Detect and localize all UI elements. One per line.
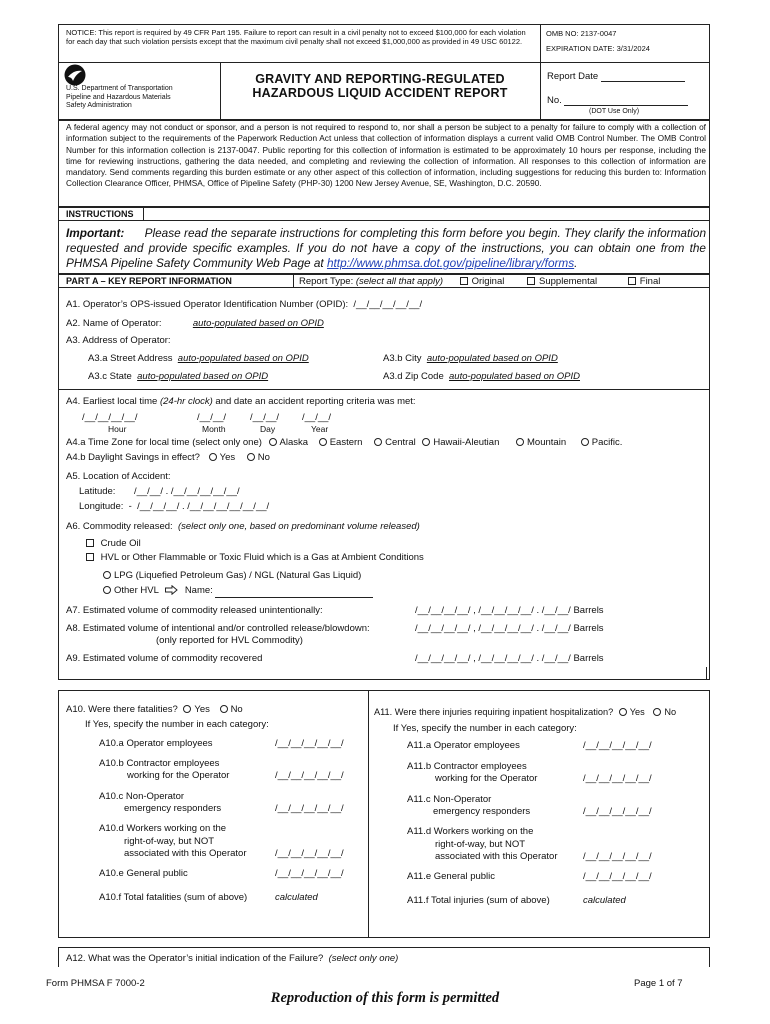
lpg-ngl-radio[interactable] <box>103 571 111 579</box>
report-no-row: No. <box>547 95 688 106</box>
agency-line-3: Safety Administration <box>66 102 132 109</box>
a8-sub: (only reported for HVL Commodity) <box>156 635 303 646</box>
notice-text: NOTICE: This report is required by 49 CFR Part 195. Failure to report can result in a civil penalty not to exceed $100,000 for each violation for each day that such violation persists except that the maximum civil penalty shall not exceed $1,000,000 as provided in 49 USC 60122. <box>66 28 526 46</box>
arrow-right-icon <box>165 585 178 598</box>
year-field[interactable]: /__/__/ <box>302 412 332 423</box>
a3b-row: A3.b City auto-populated based on OPID <box>383 353 558 364</box>
a11f-calculated: calculated <box>583 895 626 906</box>
latitude-field[interactable]: /__/__/ . /__/__/__/__/__/ <box>133 486 240 497</box>
a10d-label: A10.d Workers working on the <box>99 823 227 834</box>
dst-yes-radio[interactable] <box>209 453 217 461</box>
instructions-heading: INSTRUCTIONS <box>66 208 134 219</box>
part-a-heading: PART A – KEY REPORT INFORMATION <box>66 276 232 286</box>
a11a-label: A11.a Operator employees <box>407 740 520 751</box>
injuries-yes-radio[interactable] <box>619 708 627 716</box>
opid-field[interactable]: /__/__/__/__/__/ <box>353 299 423 310</box>
a3c-row: A3.c State auto-populated based on OPID <box>88 371 269 382</box>
a10-ifyes: If Yes, specify the number in each category: <box>85 719 269 730</box>
a4-row: A4. Earliest local time (24-hr clock) and date an accident reporting criteria was met: <box>66 396 416 407</box>
form-number: Form PHMSA F 7000-2 <box>46 978 145 989</box>
tz-pacific-radio[interactable] <box>581 438 589 446</box>
agency-line-2: Pipeline and Hazardous Materials <box>66 93 171 101</box>
a8-row: A8. Estimated volume of intentional and/or controlled release/blowdown: <box>66 623 370 634</box>
a10b-label-2: working for the Operator <box>127 770 230 781</box>
a9-row: A9. Estimated volume of commodity recovered <box>66 653 263 664</box>
original-checkbox[interactable] <box>460 277 468 285</box>
fatalities-yes-radio[interactable] <box>183 705 191 713</box>
a10e-label: A10.e General public <box>99 868 188 879</box>
a4a-row: A4.a Time Zone for local time (select only one) Alaska Eastern Central Hawaii-Aleutian Mountain Pacific. <box>66 437 623 448</box>
month-label: Month <box>202 424 226 434</box>
hour-label: Hour <box>108 424 127 434</box>
agency-line-1: U.S. Department of Transportation <box>66 85 173 92</box>
a6-row: A6. Commodity released: (select only one, based on predominant volume released) <box>66 521 420 532</box>
lpg-ngl-option: LPG (Liquefied Petroleum Gas) / NGL (Natural Gas Liquid) <box>103 570 361 581</box>
a11a-field[interactable]: /__/__/__/__/__/ <box>583 740 652 751</box>
a10c-label-2: emergency responders <box>124 803 222 814</box>
a10d-label-2: right-of-way, but NOT <box>124 836 215 847</box>
instructions-text: Important: Please read the separate instructions for completing this form before you begin. They clarify the information requested and provide specific examples. If you do not have a copy of the instructions, you can obtain one from the PHMSA Pipeline Safety Community Web Page at http://www.phmsa.dot.gov/pipeline/library/forms. <box>66 226 707 271</box>
zip-code-field: auto-populated based on OPID <box>449 371 580 382</box>
a11d-label-2: right-of-way, but NOT <box>435 839 526 850</box>
a10e-field[interactable]: /__/__/__/__/__/ <box>275 868 344 879</box>
a1-row: A1. Operator’s OPS-issued Operator Identification Number (OPID): /__/__/__/__/__/ <box>66 299 423 310</box>
street-address-field: auto-populated based on OPID <box>177 353 309 364</box>
report-date-input[interactable] <box>601 72 685 82</box>
report-no-input[interactable] <box>564 96 688 106</box>
a11d-label-3: associated with this Operator <box>435 851 558 862</box>
hvl-option: HVL or Other Flammable or Toxic Fluid which is a Gas at Ambient Conditions <box>86 552 424 563</box>
page-number: Page 1 of 7 <box>634 978 683 989</box>
reproduction-notice: Reproduction of this form is permitted <box>270 990 500 1006</box>
a10f-label: A10.f Total fatalities (sum of above) <box>99 892 248 903</box>
a10c-label: A10.c Non-Operator <box>99 791 185 802</box>
a10-question: A10. Were there fatalities? Yes No <box>66 704 243 715</box>
other-hvl-name-input[interactable] <box>215 589 373 598</box>
hvl-checkbox[interactable] <box>86 553 94 561</box>
a11f-label: A11.f Total injuries (sum of above) <box>407 895 550 906</box>
hour-field[interactable]: /__/__/__/__/ <box>82 412 138 423</box>
a11-ifyes: If Yes, specify the number in each category: <box>393 723 577 734</box>
a5-row: A5. Location of Accident: <box>66 471 171 482</box>
a7-row: A7. Estimated volume of commodity released unintentionally: <box>66 605 323 616</box>
a11d-field[interactable]: /__/__/__/__/__/ <box>583 851 652 862</box>
fatalities-no-radio[interactable] <box>220 705 228 713</box>
final-checkbox[interactable] <box>628 277 636 285</box>
form-title-line-2: HAZARDOUS LIQUID ACCIDENT REPORT <box>252 86 508 100</box>
state-field: auto-populated based on OPID <box>137 371 269 382</box>
a10f-calculated: calculated <box>275 892 318 903</box>
form-title-line-1: GRAVITY AND REPORTING-REGULATED <box>255 72 505 86</box>
a9-barrels-field[interactable]: /__/__/__/__/ , /__/__/__/__/ . /__/__/ Barrels <box>415 653 604 664</box>
day-label: Day <box>260 424 276 434</box>
a8-barrels-field[interactable]: /__/__/__/__/ , /__/__/__/__/ . /__/__/ Barrels <box>415 623 604 634</box>
month-field[interactable]: /__/__/ <box>197 412 227 423</box>
a10d-label-3: associated with this Operator <box>124 848 247 859</box>
a10a-field[interactable]: /__/__/__/__/__/ <box>275 738 344 749</box>
a10b-label: A10.b Contractor employees <box>99 758 220 769</box>
a2-row: A2. Name of Operator: auto-populated based on OPID <box>66 318 338 329</box>
a3-row: A3. Address of Operator: <box>66 335 171 346</box>
a12-question: A12. What was the Operator’s initial indication of the Failure? (select only one) <box>66 953 399 964</box>
a3d-row: A3.d Zip Code auto-populated based on OPID <box>383 371 580 382</box>
a11c-label: A11.c Non-Operator <box>407 794 492 805</box>
a11-question: A11. Were there injuries requiring inpatient hospitalization? Yes No <box>374 707 677 717</box>
tz-eastern-radio[interactable] <box>319 438 327 446</box>
omb-number: OMB NO: 2137-0047 <box>546 29 617 38</box>
a11e-label: A11.e General public <box>407 871 496 882</box>
longitude-row: Longitude: - /__/__/__/ . /__/__/__/__/__/__/ <box>79 501 270 512</box>
crude-oil-checkbox[interactable] <box>86 539 94 547</box>
a10c-field[interactable]: /__/__/__/__/__/ <box>275 803 344 814</box>
tz-mountain-radio[interactable] <box>516 438 524 446</box>
paperwork-notice: A federal agency may not conduct or sponsor, and a person is not required to respond to, nor shall a person be subject to a penalty for failure to comply with a collection of information subject to the requirements of the Paperwork Reduction Act unless that collection of information displays a current valid OMB Control Number. The OMB Control Number for this information collection is 2137-0047. Public reporting for this collection of information is estimated to be approximately 10 hours per response, including the time for reviewing instructions, gathering the data needed, and completing and reviewing the collection of information. All responses to this collection of information are mandatory. Send comments regarding this burden estimate or any other aspect of this collection of information, including suggestions for reducing this burden to: Information Collection Clearance Officer, PHMSA, Office of Pipeline Safety (PHP-30) 1200 New Jersey Avenue, SE, Washington, D.C. 20590. <box>66 122 706 189</box>
a11e-field[interactable]: /__/__/__/__/__/ <box>583 871 652 882</box>
phmsa-forms-link[interactable]: http://www.phmsa.dot.gov/pipeline/library/forms <box>326 256 575 271</box>
a11b-label-2: working for the Operator <box>435 773 538 784</box>
crude-oil-option: Crude Oil <box>86 538 141 549</box>
expiration-date: EXPIRATION DATE: 3/31/2024 <box>546 44 650 53</box>
dot-use-only-label: (DOT Use Only) <box>589 108 640 115</box>
a3a-row: A3.a Street Address auto-populated based on OPID <box>88 353 309 364</box>
a11c-label-2: emergency responders <box>433 806 531 817</box>
other-hvl-option: Other HVL Name: <box>103 585 373 598</box>
report-date-row: Report Date <box>547 71 685 82</box>
report-type-row: Report Type: (select all that apply) Original Supplemental Final <box>299 276 661 287</box>
a10d-field[interactable]: /__/__/__/__/__/ <box>275 848 344 859</box>
a11d-label: A11.d Workers working on the <box>407 826 534 837</box>
city-field: auto-populated based on OPID <box>426 353 558 364</box>
a11b-field[interactable]: /__/__/__/__/__/ <box>583 773 652 784</box>
day-field[interactable]: /__/__/ <box>250 412 280 423</box>
tz-alaska-radio[interactable] <box>269 438 277 446</box>
supplemental-checkbox[interactable] <box>527 277 535 285</box>
a7-barrels-field[interactable]: /__/__/__/__/ , /__/__/__/__/ . /__/__/ Barrels <box>415 605 604 616</box>
a4b-row: A4.b Daylight Savings in effect? Yes No <box>66 452 270 463</box>
a10b-field[interactable]: /__/__/__/__/__/ <box>275 770 344 781</box>
a11c-field[interactable]: /__/__/__/__/__/ <box>583 806 652 817</box>
tz-hawaii-radio[interactable] <box>422 438 430 446</box>
year-label: Year <box>311 424 329 434</box>
a11b-label: A11.b Contractor employees <box>407 761 527 772</box>
tz-central-radio[interactable] <box>374 438 382 446</box>
dot-logo-icon <box>64 64 86 86</box>
dst-no-radio[interactable] <box>247 453 255 461</box>
a10a-label: A10.a Operator employees <box>99 738 213 749</box>
operator-name-field: auto-populated based on OPID <box>192 318 324 329</box>
latitude-row: Latitude: /__/__/ . /__/__/__/__/__/ <box>79 486 240 497</box>
other-hvl-radio[interactable] <box>103 586 111 594</box>
injuries-no-radio[interactable] <box>653 708 661 716</box>
longitude-field[interactable]: - /__/__/__/ . /__/__/__/__/__/__/ <box>128 501 270 512</box>
